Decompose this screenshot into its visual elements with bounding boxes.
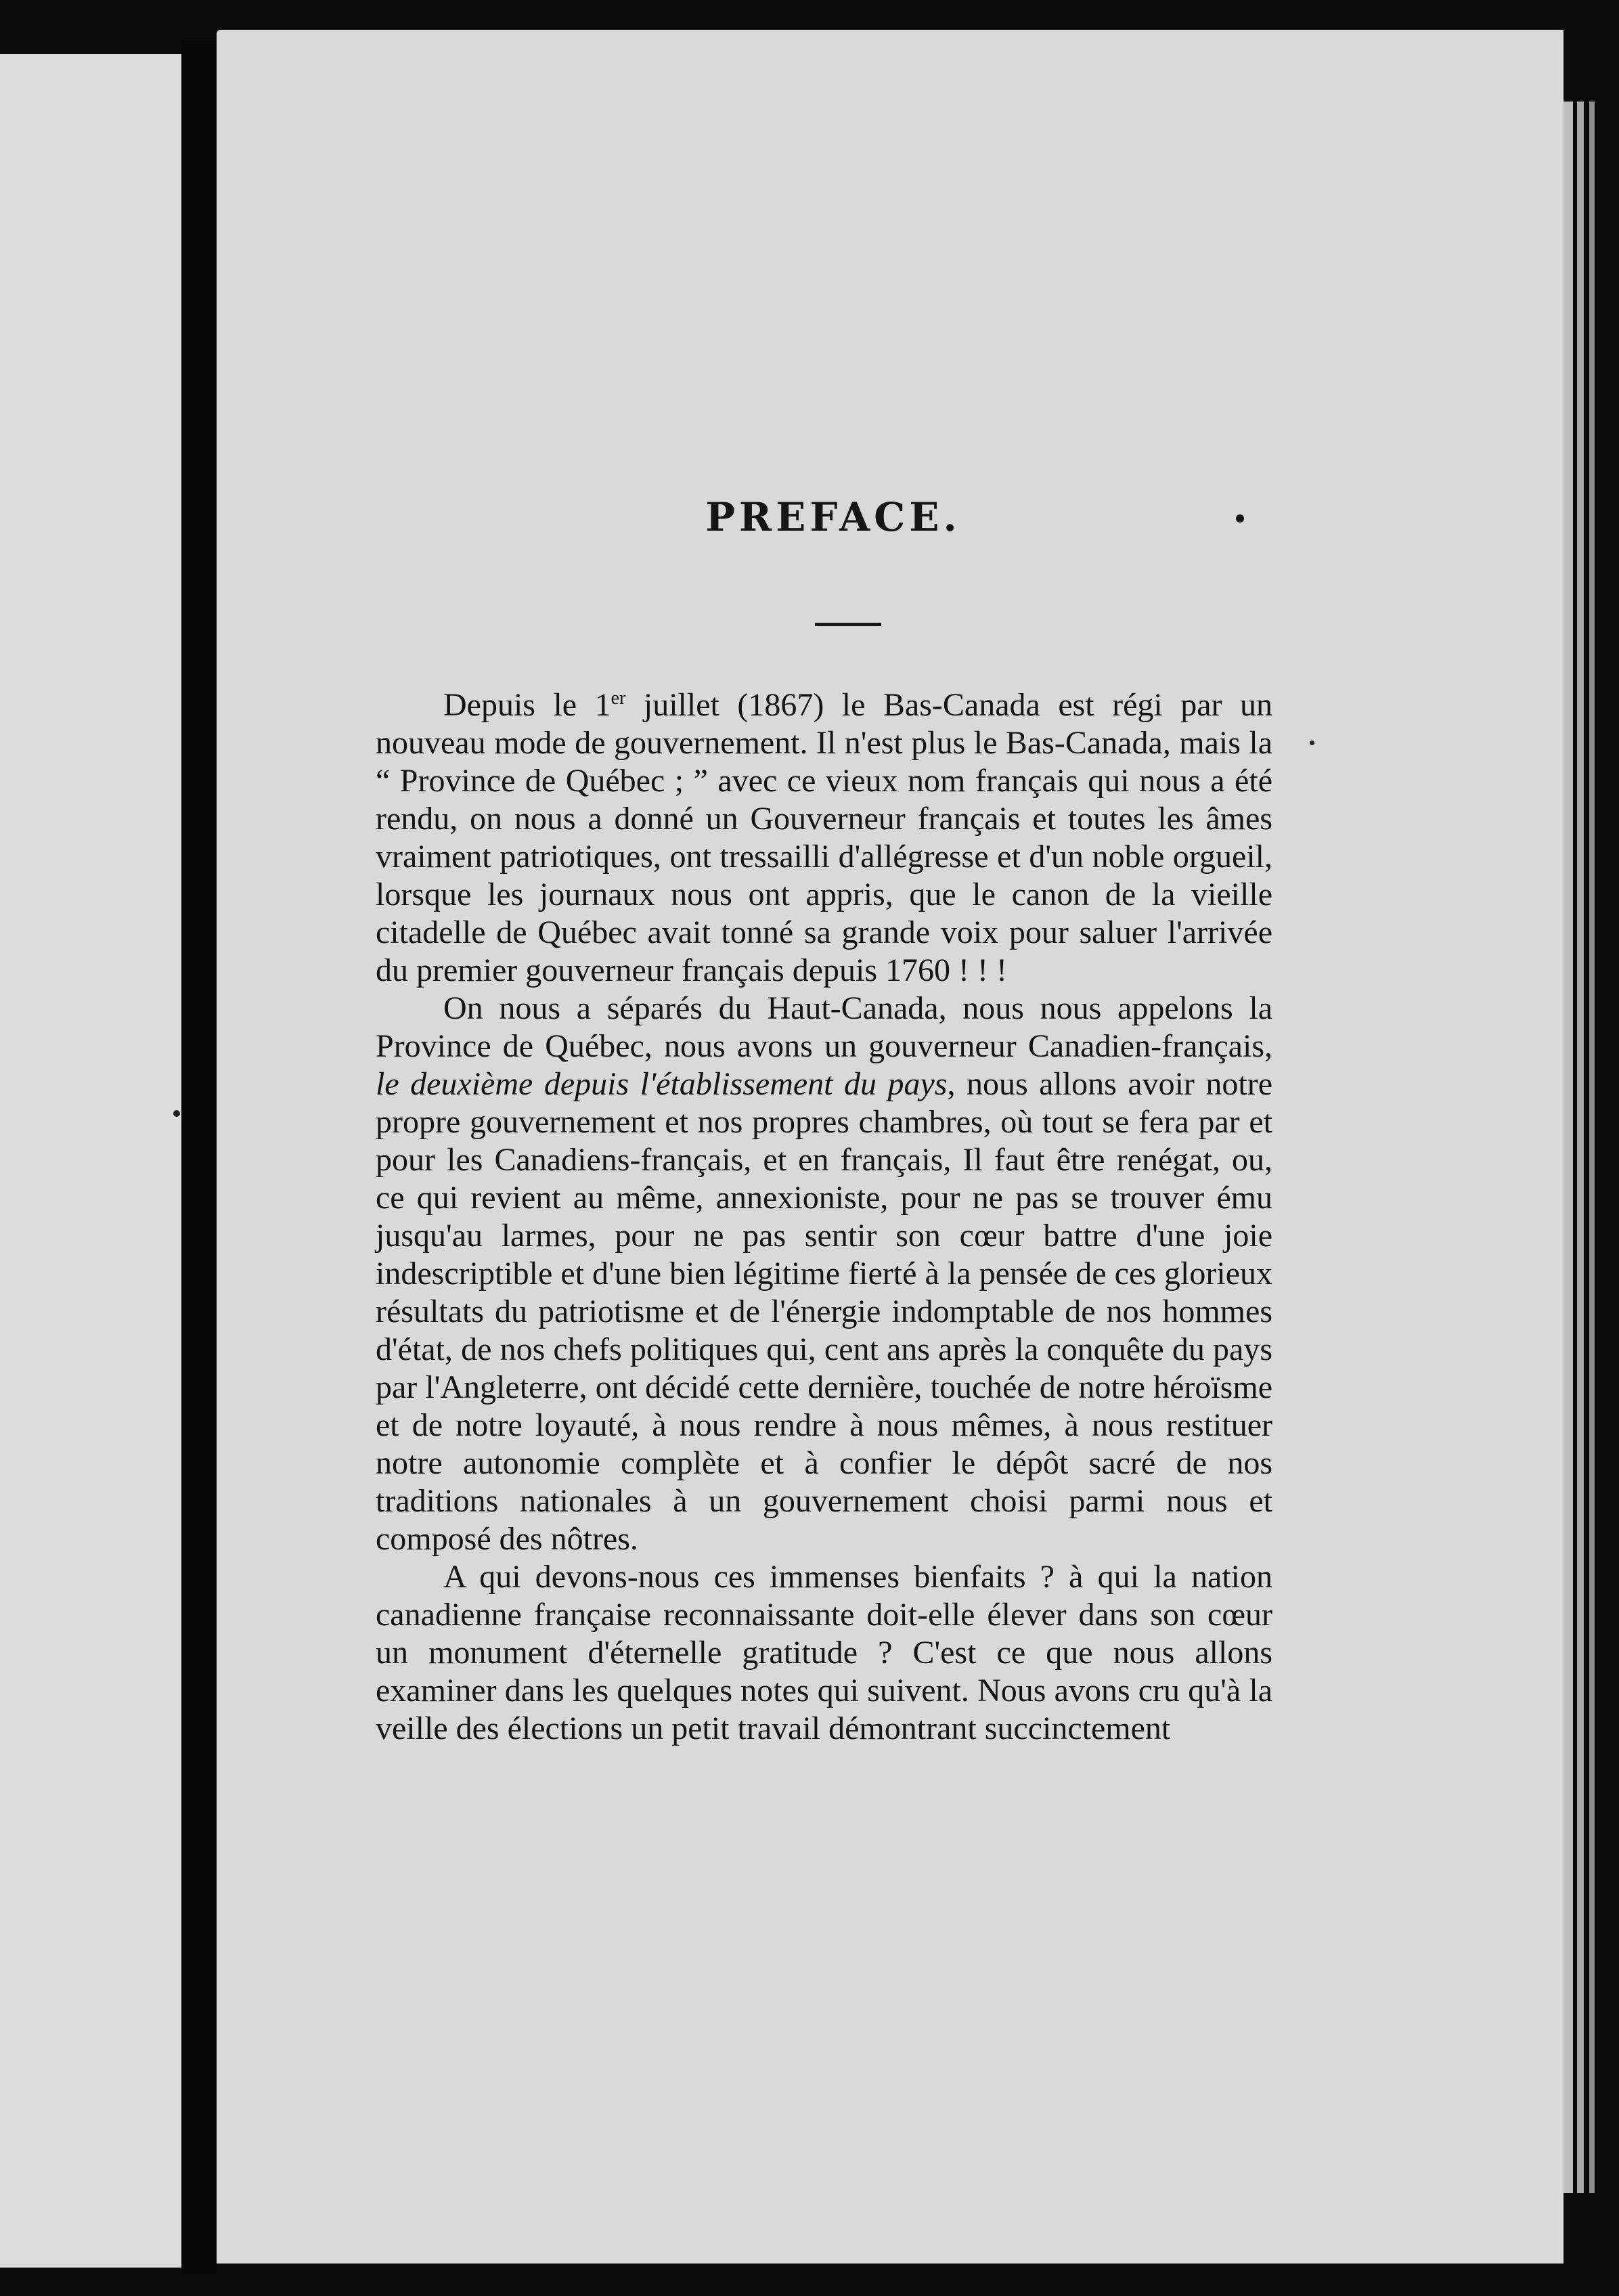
paragraph-3: A qui devons-nous ces immenses bienfaits ? à qui la nation canadienne française reconnaissante doit-elle élever dans son cœur un monument d'éternelle gratitude ? C'est ce que nous allons examiner dans les quelques notes qui suivent. Nous avons cru qu'à la veille des élections un petit travail démontrant succinctement: [376, 1559, 1272, 1746]
margin-speck: [1310, 741, 1314, 745]
paragraph-1: Depuis le 1er juillet (1867) le Bas-Canada est régi par un nouveau mode de gouvernement. Il n'est plus le Bas-Canada, mais la “ Province de Québec ; ” avec ce vieux nom français qui nous a été rendu, on nous a donné un Gouverneur français et toutes les âmes vraiment patriotiques, ont tressailli d'allégresse et d'un noble orgueil, lorsque les journaux nous ont appris, que le canon de la vieille citadelle de Québec avait tonné sa grande voix pour saluer l'arrivée du premier gouverneur français depuis 1760 ! ! !: [376, 687, 1273, 988]
body-text: [376, 686, 1272, 1748]
paragraph-2: On nous a séparés du Haut-Canada, nous nous appelons la Province de Québec, nous avons un gouverneur Canadien-français, le deuxième depuis l'établissement du pays, nous allons avoir notre propre gouvernement et nos propres chambres, où tout se fera par et pour les Canadiens-français, et en français, Il faut être renégat, ou, ce qui revient au même, annexioniste, pour ne pas se trouver ému jusqu'au larmes, pour ne pas sentir son cœur battre d'une joie indescriptible et d'une bien légitime fierté à la pensée de ces glorieux résultats du patriotisme et de l'énergie indomptable de nos hommes d'état, de nos chefs politiques qui, cent ans après la conquête du pays par l'Angleterre, ont décidé cette dernière, touchée de notre héroïsme et de notre loyauté, à nous rendre à nous mêmes, à nous restituer notre autonomie complète et à confier le dépôt sacré de nos traditions nationales à un gouvernement choisi parmi nous et composé des nôtres.: [376, 990, 1272, 1557]
binding-mark: [173, 1110, 180, 1117]
title-rule: [815, 623, 881, 626]
left-blank-page: [0, 54, 185, 2268]
emphasis-text: le deuxième depuis l'établissement du pays: [376, 1066, 948, 1102]
title-speck: [1236, 514, 1244, 523]
book-gutter: [181, 41, 217, 2274]
page-edge: [1577, 102, 1584, 2193]
page-edge: [1589, 102, 1595, 2193]
page-title: PREFACE.: [705, 494, 961, 540]
page-edge: [1563, 102, 1573, 2193]
